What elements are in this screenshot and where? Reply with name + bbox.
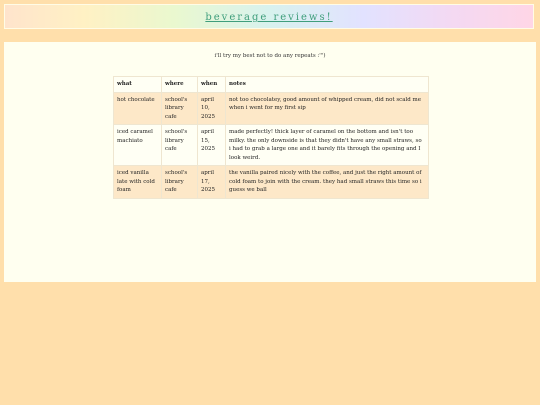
cell-notes: not too chocolatey, good amount of whipped cream, did not scald me when i went for my first sip [226,92,429,125]
table-header-row [114,77,429,93]
content-panel [4,42,536,282]
intro-text: i'll try my best not to do any repeats :'") [214,53,326,59]
cell-where: school's library cafe [162,125,198,166]
cell-what: hot chocolate [114,92,162,125]
header-banner [4,4,534,29]
cell-when: april 15, 2025 [198,125,226,166]
table-row [114,166,429,199]
cell-where: school's library cafe [162,92,198,125]
reviews-table [113,76,429,199]
cell-notes: made perfectly! thick layer of caramel on the bottom and isn't too milky. the only downside is that they didn't have any small straws, so i had to grab a large one and it barely fits through the opening and I look weird. [226,125,429,166]
table-row [114,125,429,166]
column-header-when: when [198,77,226,93]
cell-when: april 17, 2025 [198,166,226,199]
column-header-where: where [162,77,198,93]
cell-notes: the vanilla paired nicely with the coffee, and just the right amount of cold foam to join with the cream. they had small straws this time so i guess we ball [226,166,429,199]
cell-what: iced caramel machiato [114,125,162,166]
site-title-link[interactable]: beverage reviews! [205,12,333,23]
cell-where: school's library cafe [162,166,198,199]
column-header-what: what [114,77,162,93]
table-row [114,92,429,125]
cell-when: april 10, 2025 [198,92,226,125]
column-header-notes: notes [226,77,429,93]
cell-what: iced vanilla late with cold foam [114,166,162,199]
